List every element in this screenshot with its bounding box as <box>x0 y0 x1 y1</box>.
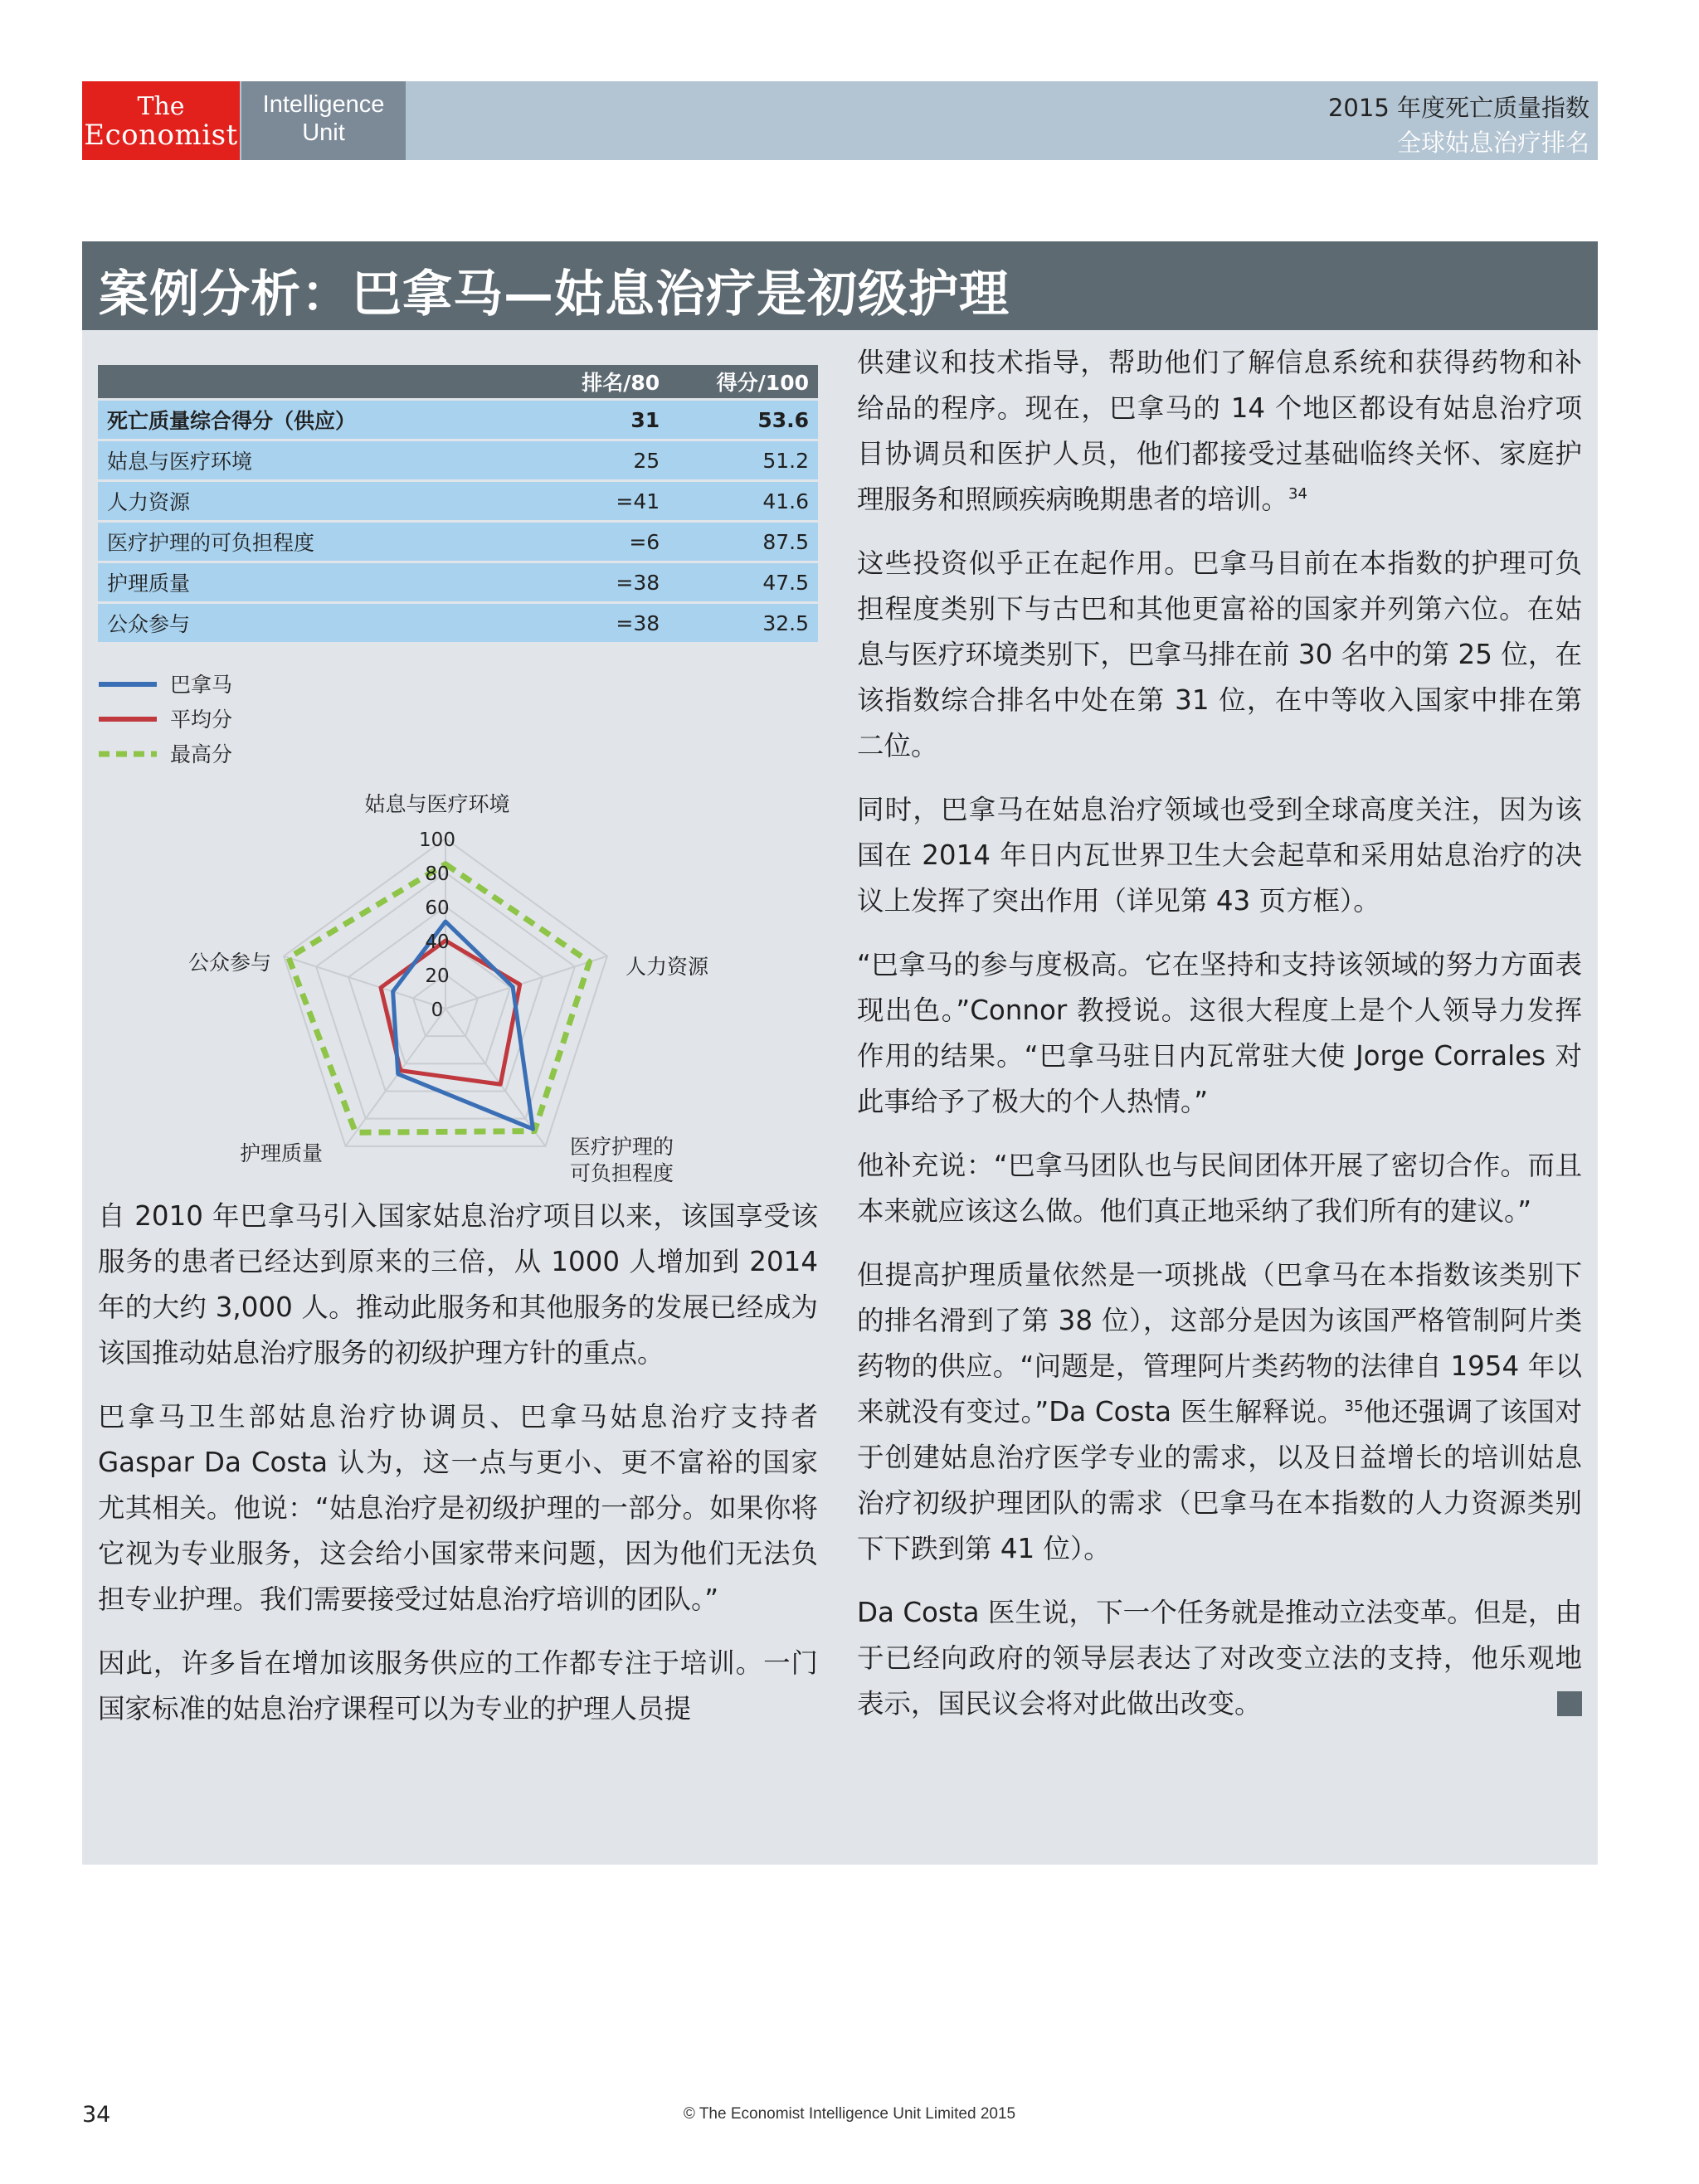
body-paragraph <box>857 1590 1582 1727</box>
body-paragraph: 自 2010 年巴拿马引入国家姑息治疗项目以来，该国享受该服务的患者已经达到原来的三倍，从 1000 人增加到 2014 年的大约 3,000 人。推动此服务和其他服务的发展已经成为该国推动姑息治疗服务的初级护理方针的重点。 <box>98 1200 818 1369</box>
table-cell: 人力资源 <box>98 481 557 522</box>
footnote-ref: 34 <box>1288 485 1307 503</box>
case-title: 案例分析：巴拿马—姑息治疗是初级护理 <box>99 265 1010 323</box>
paragraph-text: 这些投资似乎正在起作用。巴拿马目前在本指数的护理可负担程度类别下与古巴和其他更富裕的国家并列第六位。在姑息与医疗环境类别下，巴拿马排在前 30 名中的第 25 位，在该指数综合排名中处在第 31 位，在中等收入国家中排在第二位。 <box>857 547 1582 761</box>
table-row <box>98 522 818 562</box>
table-cell: 87.5 <box>660 522 818 562</box>
table-cell: 死亡质量综合得分（供应） <box>98 400 557 440</box>
radar-axis-label: 护理质量 <box>239 1141 323 1165</box>
table-cell: 47.5 <box>660 562 818 603</box>
table-cell: 25 <box>557 440 660 481</box>
eiu-logo-line1: Intelligence <box>262 91 385 118</box>
table-header-cell: 排名/80 <box>557 365 660 400</box>
table-cell: =38 <box>557 562 660 603</box>
body-paragraph <box>857 1143 1582 1234</box>
table-header-cell: 得分/100 <box>660 365 818 400</box>
body-paragraph <box>857 1253 1582 1572</box>
radar-tick-label: 60 <box>425 897 450 919</box>
paragraph-text-continued: 他还强调了该国对于创建姑息治疗医学专业的需求，以及日益增长的培训姑息治疗初级护理团队的需求（巴拿马在本指数的人力资源类别下下跌到第 41 位）。 <box>857 1396 1582 1564</box>
paragraph-text: 他补充说：“巴拿马团队也与民间团体开展了密切合作。而且本来就应该这么做。他们真正地采纳了我们所有的建议。” <box>857 1150 1582 1227</box>
economist-logo-line1: The <box>137 92 185 121</box>
case-study-box <box>82 241 1598 1865</box>
table-cell: 32.5 <box>660 603 818 643</box>
table-row <box>98 603 818 643</box>
table-row <box>98 400 818 440</box>
table-cell: 53.6 <box>660 400 818 440</box>
legend-label: 平均分 <box>170 708 233 732</box>
radar-tick-label: 20 <box>425 966 450 987</box>
radar-axis-label: 姑息与医疗环境 <box>364 792 510 816</box>
table-row <box>98 562 818 603</box>
radar-axis-label: 医疗护理的 <box>570 1135 674 1159</box>
radar-axis-label: 可负担程度 <box>570 1161 674 1185</box>
table-cell: 31 <box>557 400 660 440</box>
paragraph-text: “巴拿马的参与度极高。它在坚持和支持该领域的努力方面表现出色。”Connor 教授说。这很大程度上是个人领导力发挥作用的结果。“巴拿马驻日内瓦常驻大使 Jorge Corrales 对此事给予了极大的个人热情。” <box>857 949 1582 1117</box>
body-paragraph <box>857 340 1582 523</box>
table-row <box>98 440 818 481</box>
table-cell: =6 <box>557 522 660 562</box>
paragraph-text: 同时，巴拿马在姑息治疗领域也受到全球高度关注，因为该国在 2014 年日内瓦世界卫生大会起草和采用姑息治疗的决议上发挥了突出作用（详见第 43 页方框）。 <box>857 794 1582 917</box>
body-paragraph: 因此，许多旨在增加该服务供应的工作都专注于培训。一门国家标准的姑息治疗课程可以为专业的护理人员提 <box>98 1647 818 1724</box>
radar-tick-label: 0 <box>431 1000 444 1021</box>
page-number: 34 <box>82 2102 111 2128</box>
copyright-notice: © The Economist Intelligence Unit Limited 2015 <box>683 2105 1016 2123</box>
table-cell: =41 <box>557 481 660 522</box>
end-mark <box>1557 1691 1582 1716</box>
table-header-cell <box>98 365 557 400</box>
legend-label: 最高分 <box>170 742 233 766</box>
paragraph-text: 但提高护理质量依然是一项挑战（巴拿马在本指数该类别下的排名滑到了第 38 位），这部分是因为该国严格管制阿片类药物的供应。“问题是，管理阿片类药物的法律自 1954 年以来就没有变过。”Da Costa 医生解释说。 <box>857 1259 1582 1428</box>
report-title: 2015 年度死亡质量指数 <box>1327 94 1589 122</box>
page-header <box>82 81 1598 160</box>
body-paragraph: 巴拿马卫生部姑息治疗协调员、巴拿马姑息治疗支持者 Gaspar Da Costa 认为，这一点与更小、更不富裕的国家尤其相关。他说：“姑息治疗是初级护理的一部分。如果你将它视为专业服务，这会给小国家带来问题，因为他们无法负担专业护理。我们需要接受过姑息治疗培训的团队。” <box>98 1401 818 1615</box>
radar-axis-label: 人力资源 <box>626 955 709 979</box>
body-paragraph <box>857 541 1582 769</box>
radar-tick-label: 80 <box>425 863 450 885</box>
table-cell: =38 <box>557 603 660 643</box>
economist-logo <box>82 81 240 160</box>
eiu-logo <box>241 81 406 160</box>
table-cell: 护理质量 <box>98 562 557 603</box>
paragraph-text: 供建议和技术指导，帮助他们了解信息系统和获得药物和补给品的程序。现在，巴拿马的 14 个地区都设有姑息治疗项目协调员和医护人员，他们都接受过基础临终关怀、家庭护理服务和照顾疾病晚期患者的培训。 <box>857 347 1582 515</box>
table-header-row <box>98 365 818 400</box>
case-title-bar <box>82 241 1598 330</box>
radar-series-line <box>381 941 520 1084</box>
paragraph-text: Da Costa 医生说，下一个任务就是推动立法变革。但是，由于已经向政府的领导层表达了对改变立法的支持，他乐观地表示，国民议会将对此做出改变。 <box>857 1597 1582 1719</box>
footnote-ref: 35 <box>1344 1398 1364 1416</box>
score-table <box>98 365 818 642</box>
right-text-column <box>857 340 1582 1745</box>
radar-tick-label: 100 <box>419 829 455 851</box>
left-text-column <box>98 1194 818 1750</box>
eiu-logo-line2: Unit <box>302 119 345 146</box>
body-paragraph <box>857 942 1582 1125</box>
radar-axis-label: 公众参与 <box>187 951 271 975</box>
table-cell: 姑息与医疗环境 <box>98 440 557 481</box>
radar-tick-label: 40 <box>425 931 450 953</box>
table-cell: 41.6 <box>660 481 818 522</box>
economist-logo-line2: Economist <box>84 119 238 152</box>
table-cell: 公众参与 <box>98 603 557 643</box>
report-subtitle: 全球姑息治疗排名 <box>1396 129 1589 157</box>
legend-label: 巴拿马 <box>170 673 233 697</box>
table-cell: 51.2 <box>660 440 818 481</box>
table-cell: 医疗护理的可负担程度 <box>98 522 557 562</box>
body-paragraph <box>857 787 1582 924</box>
table-row <box>98 481 818 522</box>
